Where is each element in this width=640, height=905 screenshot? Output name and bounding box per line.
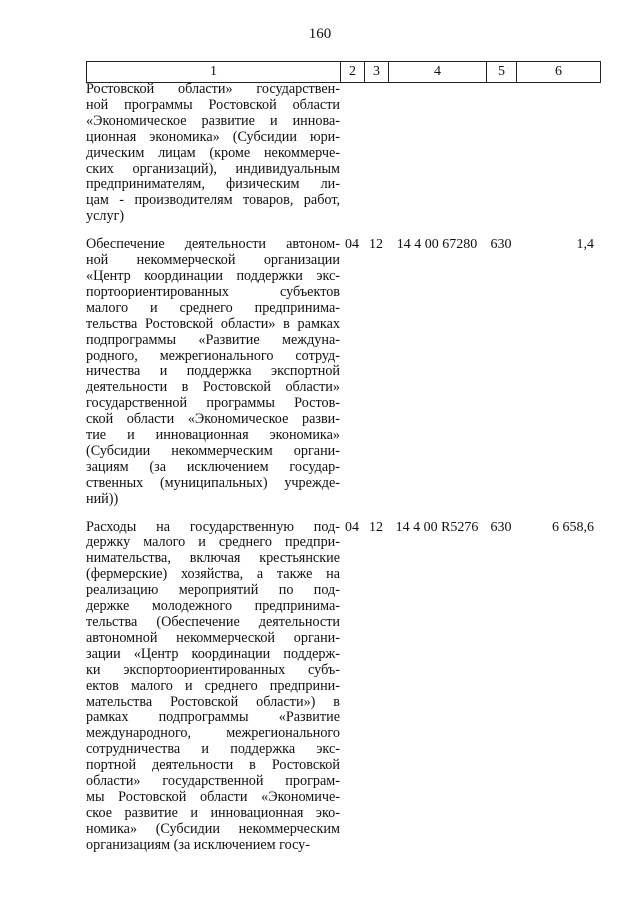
description-line: ское развитие и инновационная эко- <box>86 804 340 821</box>
section-code: 04 <box>345 519 359 535</box>
description-line: предпринимателям, физическим ли- <box>86 176 340 193</box>
description-line: организациям (за исключением госу- <box>86 836 310 853</box>
section-code <box>340 82 364 225</box>
description-line: ской области «Экономическое разви- <box>86 411 340 428</box>
description-line: Обеспечение деятельности автоном- <box>86 236 340 253</box>
table-row <box>86 82 600 225</box>
table-row <box>86 237 600 507</box>
description-line: зациям (за исключением государ- <box>86 458 340 475</box>
table-row <box>86 520 600 854</box>
description-line: автономной некоммерческой органи- <box>86 629 340 646</box>
subsection-code: 12 <box>369 519 383 535</box>
description-line: тельства Ростовской области» в рамках <box>86 315 340 332</box>
description-line: держку малого и среднего предпри- <box>86 534 340 551</box>
expense-type-code: 630 <box>490 519 512 535</box>
description-line: родного, межрегионального сотруд- <box>86 347 340 364</box>
section-code: 04 <box>345 237 359 253</box>
description-line: держке молодежного предпринима- <box>86 598 340 615</box>
amount-value: 6 658,6 <box>552 519 594 535</box>
description-line: нимательства, включая крестьянские <box>86 550 340 567</box>
target-article-code: 14 4 00 R5276 <box>395 519 479 535</box>
description-line: подпрограммы «Развитие междуна- <box>86 331 340 348</box>
description-line: реализацию мероприятий по под- <box>86 582 340 599</box>
column-header-3: 3 <box>365 62 389 83</box>
description-line: (Субсидии некоммерческим органи- <box>86 442 340 459</box>
target-article-code: 14 4 00 67280 <box>396 237 478 253</box>
description-line: ственных (муниципальных) учрежде- <box>86 474 340 491</box>
column-header-4: 4 <box>389 62 487 83</box>
description-line: ний)) <box>86 490 119 507</box>
description-line: области» государственной програм- <box>86 773 340 790</box>
row-description <box>86 82 340 225</box>
description-line: зации «Центр координации поддерж- <box>86 645 340 662</box>
budget-table <box>86 82 600 854</box>
description-line: деятельности в Ростовской области» <box>86 379 340 396</box>
column-header-1: 1 <box>87 62 341 83</box>
description-line: Ростовской области» государствен- <box>86 81 340 97</box>
subsection-code <box>364 82 388 225</box>
description-line: услуг) <box>86 208 125 225</box>
row-description <box>86 237 340 507</box>
column-number-row <box>87 62 601 83</box>
description-line: портоориентированных субъектов <box>86 283 340 300</box>
description-line: сотрудничества и поддержка экс- <box>86 741 340 758</box>
description-line: Расходы на государственную под- <box>86 518 340 535</box>
description-line: международного, межрегионального <box>86 725 340 742</box>
expense-type-code <box>486 82 516 225</box>
description-line: ских организаций), индивидуальным <box>86 160 340 177</box>
description-line: мы Ростовской области «Экономиче- <box>86 788 340 805</box>
amount-value <box>516 82 600 225</box>
description-line: «Центр координации поддержки экс- <box>86 267 340 284</box>
page-number: 160 <box>308 26 332 42</box>
table-header <box>86 61 601 83</box>
description-line: рамках подпрограммы «Развитие <box>86 709 340 726</box>
column-header-6: 6 <box>517 62 601 83</box>
amount-value: 1,4 <box>576 237 594 253</box>
row-spacer <box>86 508 600 520</box>
target-article-code <box>388 82 486 225</box>
description-line: ки экспортоориентированных субъ- <box>86 661 340 678</box>
description-line: цам - производителям товаров, работ, <box>86 192 340 209</box>
description-line: дическим лицам (кроме некоммерче- <box>86 144 340 161</box>
description-line: ной некоммерческой организации <box>86 252 340 269</box>
description-line: тие и инновационная экономика» <box>86 427 340 444</box>
subsection-code: 12 <box>369 237 383 253</box>
description-line: портной деятельности в Ростовской <box>86 757 340 774</box>
description-line: мательства Ростовской области») в <box>86 693 340 710</box>
description-line: государственной программы Ростов- <box>86 395 340 412</box>
description-line: (фермерские) хозяйства, а также на <box>86 566 340 583</box>
description-line: номика» (Субсидии некоммерческим <box>86 820 340 837</box>
column-header-5: 5 <box>487 62 517 83</box>
description-line: малого и среднего предпринима- <box>86 299 340 316</box>
description-line: ектов малого и среднего предприни- <box>86 677 340 694</box>
description-line: ной программы Ростовской области <box>86 96 340 113</box>
description-line: ционная экономика» (Субсидии юри- <box>86 128 340 145</box>
description-line: ничества и поддержка экспортной <box>86 363 340 380</box>
expense-type-code: 630 <box>490 237 512 253</box>
column-header-2: 2 <box>341 62 365 83</box>
row-description <box>86 520 340 854</box>
description-line: «Экономическое развитие и иннова- <box>86 112 340 129</box>
description-line: тельства (Обеспечение деятельности <box>86 614 340 630</box>
